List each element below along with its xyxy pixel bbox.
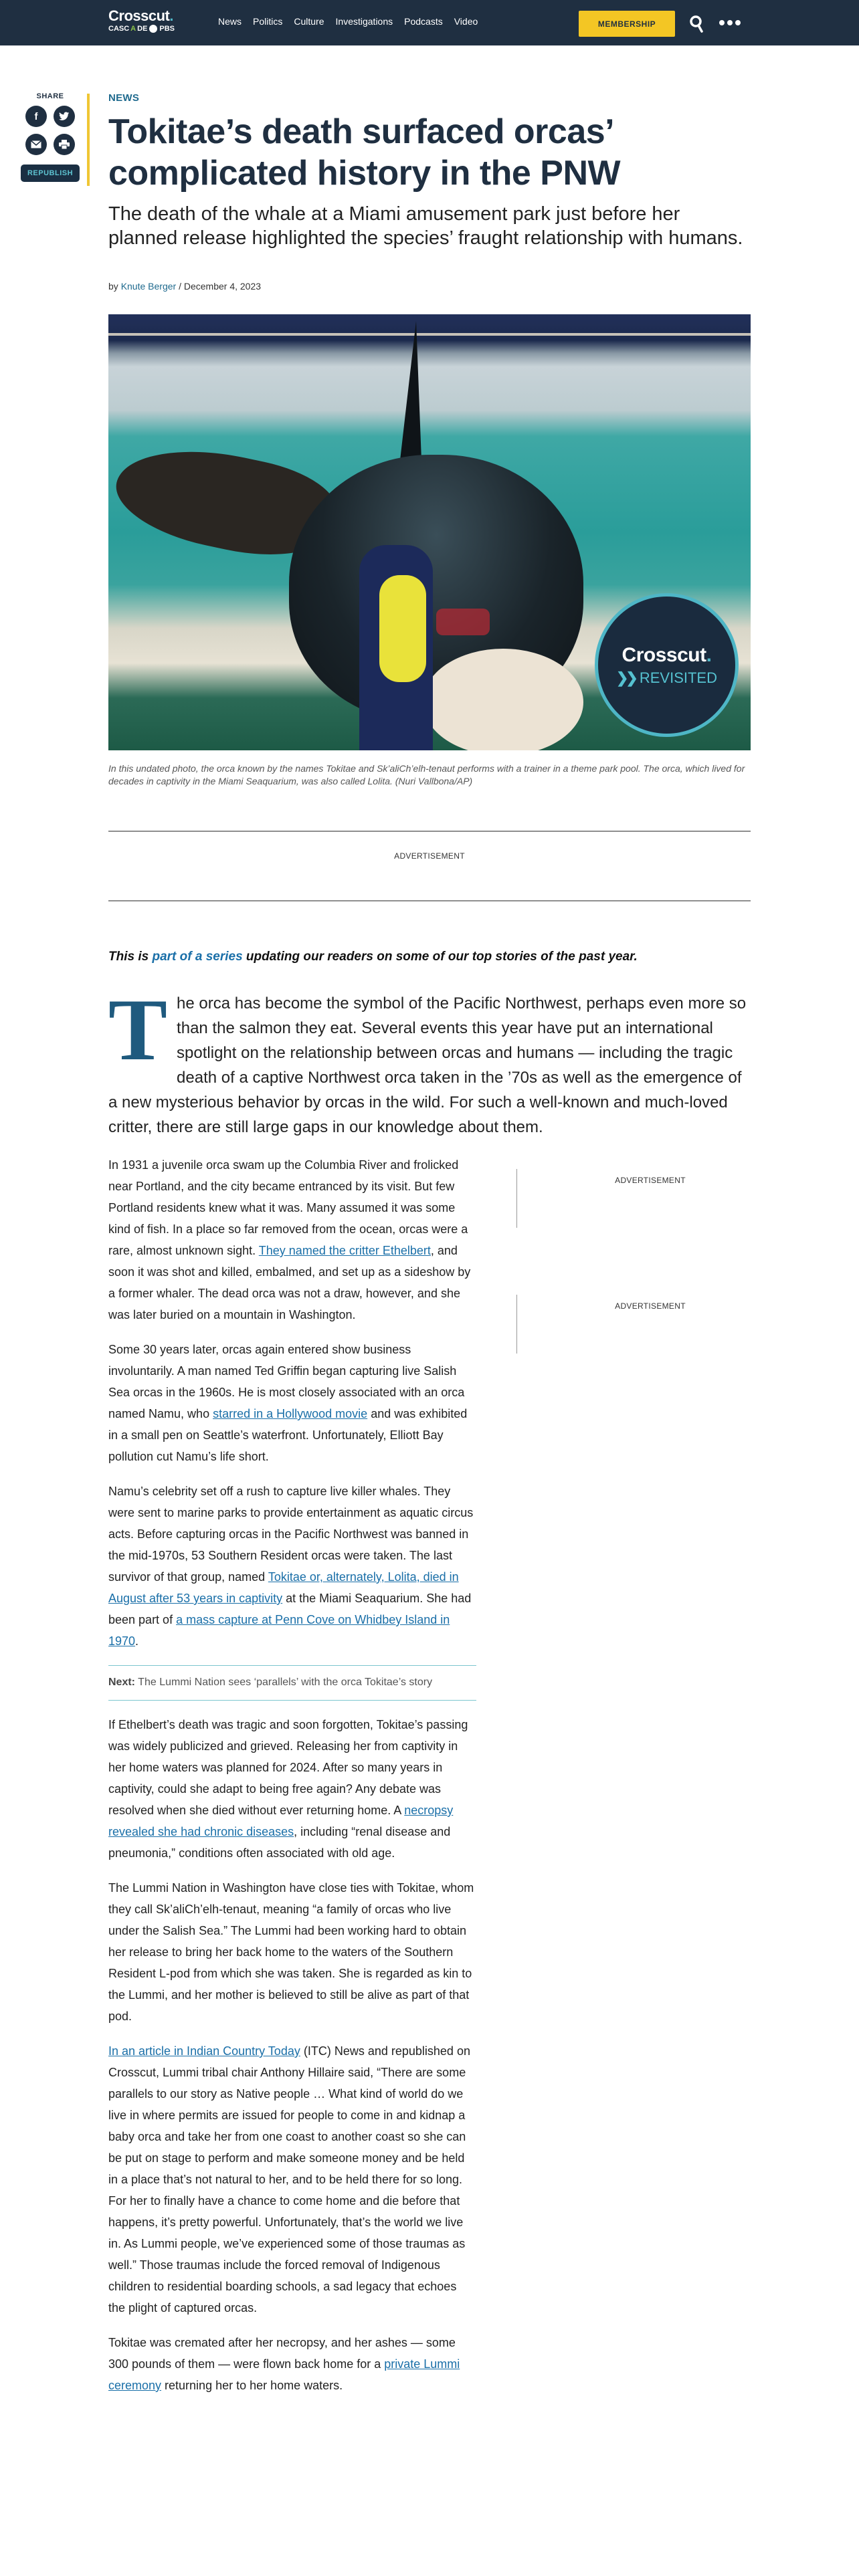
pbs-icon [149,25,157,33]
series-link[interactable]: part of a series [152,950,243,964]
article-body [108,1154,476,2409]
nav-podcasts[interactable]: Podcasts [404,16,443,27]
tokitae-death-link[interactable]: Tokitae or, alternately, Lolita, died in August after 53 years in captivity [108,1570,459,1605]
publish-date: December 4, 2023 [183,281,262,292]
author-link[interactable]: Knute Berger [120,281,177,292]
nav-video[interactable]: Video [454,16,478,27]
section-kicker[interactable]: NEWS [108,92,140,104]
body-paragraph: In an article in Indian Country Today (ITC) News and republished on Crosscut, Lummi tribal chair Anthony Hillaire said, “There are some parallels to our story as Native people … What kind of world do we live in where permits are issued for people to come in and kidnap a baby orca and take her from one coast to another coast so she can be put on stage to perform and make someone money and be held in a place that’s not natural to her, and to be held there for so long. For her to finally have a chance to come home and die before that happens, it’s pretty powerful. Unfortunately, that’s the world we live in. As Lummi people, we’ve experienced some of those traumas as well.” Those traumas include the forced removal of Indigenous children to residential boarding schools, a sad legacy that echoes the plight of captured orcas. [108,2044,470,2315]
necropsy-link[interactable]: necropsy revealed she had chronic diseases [108,1804,454,1838]
byline: by Knute Berger / December 4, 2023 [108,281,262,292]
nav-investigations[interactable]: Investigations [335,16,393,27]
crosscut-logo[interactable] [108,8,182,37]
share-rail [19,92,82,182]
advertisement-label: ADVERTISEMENT [394,851,465,861]
lead-paragraph: The orca has become the symbol of the Pacific Northwest, perhaps even more so than the salmon they eat. Several events this year have put an international spotlight on the relationship between orcas and humans — including the tragic death of a captive Northwest orca taken in the ’70s as well as the emergence of a new mysterious behavior by orcas in the wild. For such a well-known and much-loved critter, there are still large gaps in our knowledge about them. [108,980,747,1136]
facebook-share-button[interactable] [25,106,47,127]
body-paragraph: Tokitae was cremated after her necropsy, and her ashes — some 300 pounds of them — were flown back home for a private Lummi ceremony returning her to her home waters. [108,2336,460,2392]
ethelbert-link[interactable]: They named the critter Ethelbert [258,1244,431,1257]
membership-button[interactable]: MEMBERSHIP [579,11,675,37]
nav-politics[interactable]: Politics [253,16,283,27]
orca-belly-shape [423,649,583,750]
body-paragraph: In 1931 a juvenile orca swam up the Columbia River and frolicked near Portland, and the city became entranced by its visit. But few Portland residents knew what it was. Many assumed it was some kind of fish. In a place so far removed from the ocean, orcas were a rare, almost unknown sight. They named the critter Ethelbert, and soon it was shot and killed, embalmed, and set up as a sideshow by a former whaler. The dead orca was not a draw, however, and she was later buried on a mountain in Washington. [108,1158,471,1321]
share-label: SHARE [36,92,64,100]
main-nav [218,16,478,27]
crosscut-revisited-badge: Crosscut. ❯❯ REVISITED [595,593,739,737]
print-icon [59,140,70,149]
facebook-icon: f [34,110,38,122]
more-menu-icon[interactable] [719,20,741,25]
rail-accent-divider [87,94,90,186]
email-share-button[interactable] [25,134,47,155]
series-note: This is part of a series updating our readers on some of our top stories of the past year. [108,950,638,964]
hero-caption: In this undated photo, the orca known by the names Tokitae and Sk’aliCh’elh-tenaut performs with a trainer in a theme park pool. The orca, which lived for decades in captivity in the Miami Seaquarium, was also called Lolita. (Nuri Vallbona/AP) [108,763,745,786]
article-dek: The death of the whale at a Miami amusement park just before her planned release highlighted the species’ fraught relationship with humans. [108,203,743,249]
twitter-icon [59,112,70,121]
body-paragraph: The Lummi Nation in Washington have close ties with Tokitae, whom they call Sk’aliCh’elh-tenaut, meaning “a family of orcas who live under the Salish Sea.” The Lummi had been working hard to obtain her release to bring her back home to the waters of the Southern Resident L-pod from which she was taken. She is regarded as kin to the Lummi, and her mother is believed to still be alive as part of that pod. [108,1881,474,2023]
double-chevron-icon: ❯❯ [615,669,636,686]
site-header [0,0,859,45]
search-icon[interactable] [689,15,705,33]
hero-image [108,314,751,750]
body-paragraph: Some 30 years later, orcas again entered show business involuntarily. A man named Ted Griffin began capturing live Salish Sea orcas in the 1960s. He is most closely associated with an orca named Namu, who starred in a Hollywood movie and was exhibited in a small pen on Seattle’s waterfront. Unfortunately, Elliott Bay pollution cut Namu’s life short. [108,1343,468,1463]
page-title: Tokitae’s death surfaced orcas’ complicated history in the PNW [108,112,621,193]
indian-country-today-link[interactable]: In an article in Indian Country Today [108,2044,300,2058]
drop-cap: T [108,980,168,1079]
body-paragraph: If Ethelbert’s death was tragic and soon forgotten, Tokitae’s passing was widely publicized and grieved. Releasing her from captivity in her home waters was planned for 2024. After so many years in captivity, could she adapt to being free again? Any debate was resolved when she died without ever returning home. A necropsy revealed she had chronic diseases, including “renal disease and pneumonia,” conditions often associated with old age. [108,1718,468,1860]
next-story-link[interactable]: Next: The Lummi Nation sees ‘parallels’ with the orca Tokitae’s story [108,1665,476,1701]
logo-wordmark: Crosscut. [108,7,173,24]
hollywood-movie-link[interactable]: starred in a Hollywood movie [213,1407,368,1420]
penn-cove-capture-link[interactable]: a mass capture at Penn Cove on Whidbey Island in 1970 [108,1613,450,1648]
republish-button[interactable]: REPUBLISH [21,165,80,182]
print-button[interactable] [54,134,75,155]
lummi-ceremony-link[interactable]: private Lummi ceremony [108,2357,460,2392]
nav-culture[interactable]: Culture [294,16,324,27]
body-paragraph: Namu’s celebrity set off a rush to capture live killer whales. They were sent to marine parks to provide entertainment as aquatic circus acts. Before capturing orcas in the Pacific Northwest was banned in the mid-1970s, 53 Southern Resident orcas were taken. The last survivor of that group, named Tokitae or, alternately, Lolita, died in August after 53 years in captivity at the Miami Seaquarium. She had been part of a mass capture at Penn Cove on Whidbey Island in 1970. [108,1485,474,1648]
email-icon [31,140,41,148]
logo-cascade-pbs: CASC A DE PBS [108,25,175,33]
nav-news[interactable]: News [218,16,242,27]
ad-divider-bottom [108,900,751,901]
twitter-share-button[interactable] [54,106,75,127]
ad-divider-top [108,831,751,832]
